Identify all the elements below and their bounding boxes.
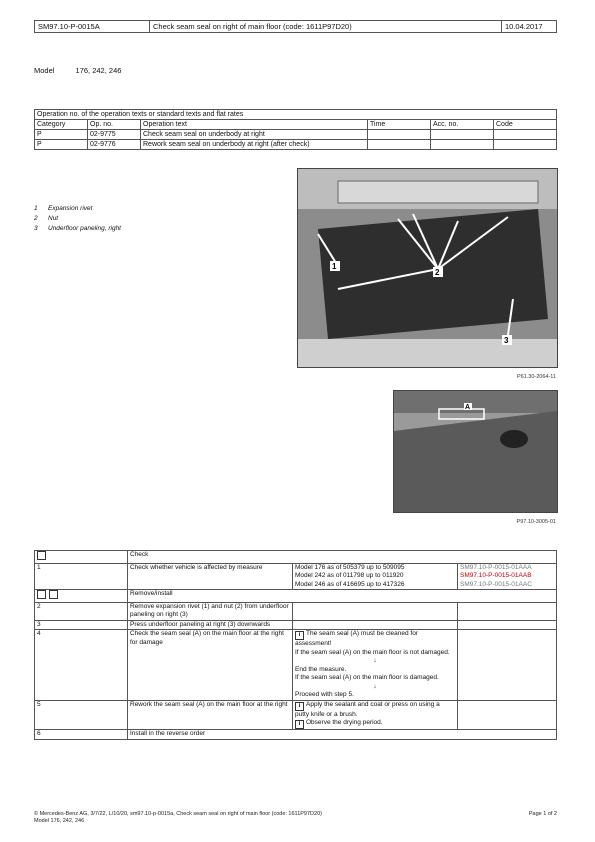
cell-time [368,140,431,150]
info-icon: i [295,631,304,640]
steps-header-row [35,551,557,564]
operations-caption: Operation no. of the operation texts or standard texts and flat rates [35,110,557,120]
cell-acc-no [431,130,494,140]
operations-header-row [35,120,557,130]
underfloor-illustration [298,169,557,367]
table-row [35,130,557,140]
ref-link[interactable]: SM97.10-P-0015-01AAA [460,563,532,571]
figure-seam-seal-photo [393,390,558,513]
legend-item: 1 Expansion rivet [34,205,93,212]
col-op-no: Op. no. [88,120,141,130]
cell-op-no: 02-9775 [88,130,141,140]
col-operation-text: Operation text [141,120,368,130]
cell-acc-no [431,140,494,150]
cell-category: P [35,140,88,150]
figure-underfloor-photo [297,168,558,368]
steps-table [34,550,557,740]
legend-item: 2 Nut [34,215,59,222]
page-footer [34,811,557,825]
col-time: Time [368,120,431,130]
col-category: Category [35,120,88,130]
cell-code [494,140,557,150]
doc-date: 10.04.2017 [502,21,557,33]
col-code: Code [494,120,557,130]
model-label: Model [34,66,55,75]
document-header [34,20,557,33]
cell-op-no: 02-9776 [88,140,141,150]
ref-link-highlighted[interactable]: SM97.10-P-0015-01AAB [460,572,532,579]
seam-seal-illustration [394,391,557,512]
ref-link[interactable]: SM97.10-P-0015-01AAC [460,580,532,588]
callout-A: A [465,404,471,411]
model-line [34,66,121,75]
figure-legend [34,204,121,234]
table-row: 2 Remove expansion rivet (1) and nut (2) from underfloor paneling on right (3) [35,602,557,620]
legend-item: 3 Underfloor paneling, right [34,225,121,232]
operations-table [34,109,557,150]
cell-time [368,130,431,140]
model-value: 176, 242, 246 [75,66,122,75]
callout-1: 1 [332,262,337,271]
cell-text: Rework seam seal on underbody at right (after check) [141,140,368,150]
arrow-down-icon: ↓ [373,682,377,690]
check-icon [37,551,46,560]
col-acc-no: Acc. no. [431,120,494,130]
steps-heading: Check [128,551,557,564]
table-row: 5 Rework the seam seal (A) on the main floor at the right i Apply the sealant and coat or press on using a putty knife or a brush. i Observe the drying period. [35,700,557,730]
section-row: Remove/install [35,590,557,603]
table-row: 6 Install in the reverse order [35,730,557,740]
arrow-down-icon: ↓ [373,657,377,664]
callout-2: 2 [435,268,440,277]
doc-id: SM97.10-P-0015A [35,21,150,33]
remove-icon [37,590,46,599]
info-icon: i [295,720,304,729]
install-icon [49,590,58,599]
doc-title: Check seam seal on right of main floor (code: 1611P97D20) [150,21,502,33]
footer-model: Model 176, 242, 246 [34,818,85,824]
cell-category: P [35,130,88,140]
table-row: 1 Check whether vehicle is affected by measure Model 176 as of 505379 up to 509095 Model 242 as of 011798 up to 011920 Model 246 as of 416695 up to 417326 SM97.10-P-0015-01AAA SM97.10-P-0015-01AAB SM97.10-P-0015-01AAC [35,563,557,590]
callout-3: 3 [504,336,509,345]
footer-copyright: © Mercedes-Benz AG, 3/7/22, L/10/20, sm97.10-p-0015a, Check seam seal on right of main floor (code: 1611P97D20) [34,811,322,817]
cell-text: Check seam seal on underbody at right [141,130,368,140]
figure-caption: P61.30-2064-11 [516,374,556,380]
table-row [35,140,557,150]
table-row: 4 Check the seam seal (A) on the main floor at the right for damage i The seam seal (A) must be cleaned for assessment! If the seam seal (A) on the main floor is not damaged. ↓ End the measure. If the seam seal (A) on the main floor is damaged. ↓ Proceed with step 5. [35,630,557,701]
footer-page: Page 1 of 2 [528,811,557,817]
figure-caption: P97.10-3005-01 [516,519,556,525]
cell-code [494,130,557,140]
table-row: 3 Press underfloor paneling at right (3) downwards [35,620,557,630]
info-icon: i [295,702,304,711]
